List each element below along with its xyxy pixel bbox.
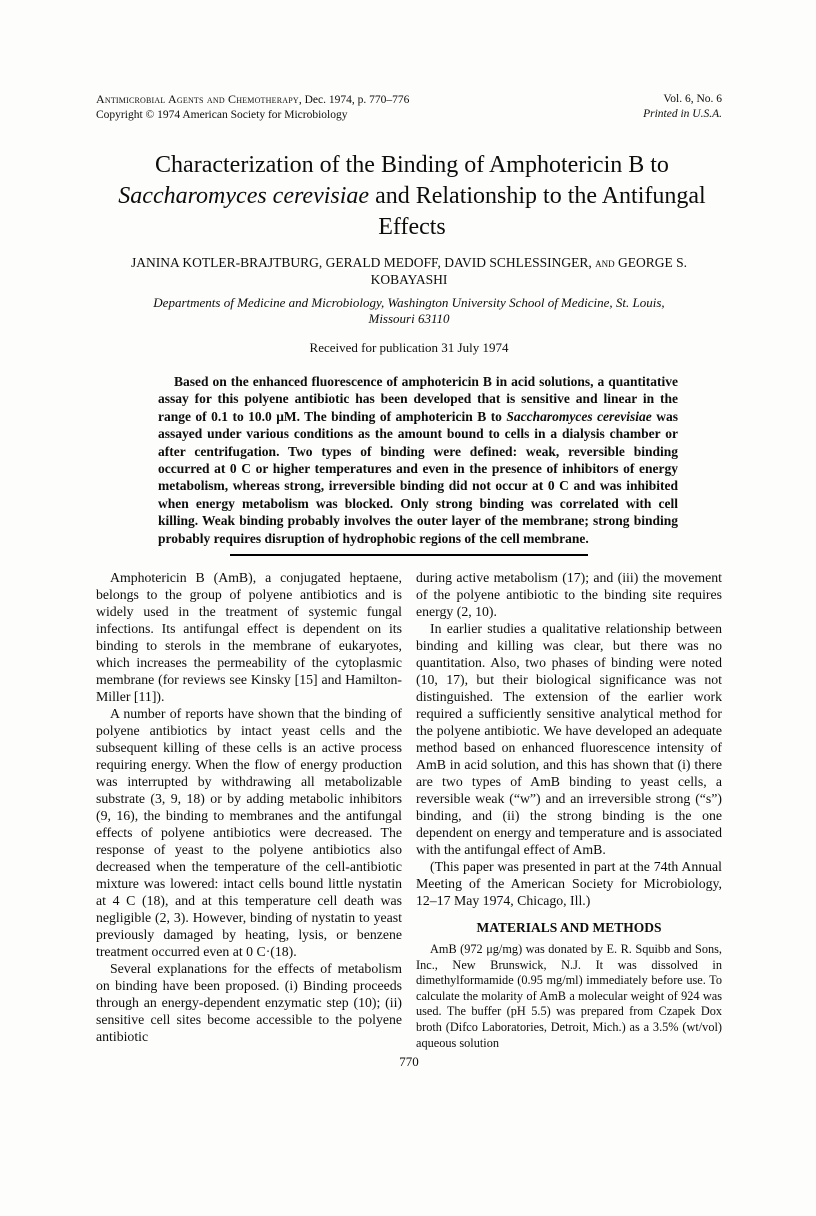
masthead-right [643,92,722,122]
body-columns [96,569,722,1051]
article-title [96,150,728,243]
body-paragraph: (This paper was presented in part at the 74th Annual Meeting of the American Society for Microbiology, 12–17 May 1974, Chicago, Ill.) [416,859,722,909]
body-paragraph: Several explanations for the effects of metabolism on binding have been proposed. (i) Binding proceeds through an energy-dependent enzymatic step (10); (ii) sensitive cell sites become accessible to the polyene antibiotic [96,961,402,1045]
journal-citation-line [96,92,409,108]
left-column [96,569,402,1051]
received-line: Received for publication 31 July 1974 [309,340,509,355]
abstract-species-italic: Saccharomyces cerevisiae [506,408,652,424]
title-part2: and Relationship to the Antifungal Effects [375,183,706,240]
authors-part1: JANINA KOTLER-BRAJTBURG, GERALD MEDOFF, DAVID SCHLESSINGER, [131,255,592,270]
volume-number: Vol. 6, No. 6 [663,93,722,105]
right-column [416,569,722,1051]
body-paragraph: In earlier studies a qualitative relationship between binding and killing was clear, but there was no quantitation. Also, two phases of binding were noted (10, 17), but their biological significance was not distinguished. The extension of the earlier work required a sufficiently sensitive analytical method for the polyene antibiotic. We have developed an adequate method based on enhanced fluorescence intensity of AmB in acid solution, and this has shown that (i) there are two types of AmB binding to yeast cells, a reversible weak (“w”) and an irreversible strong (“s”) binding, and (ii) the strong binding is the one dependent on energy and temperature and is associated with the antifungal effect of AmB. [416,621,722,858]
body-paragraph: A number of reports have shown that the binding of polyene antibiotics by intact yeast cells and the subsequent killing of these cells is an active process requiring energy. When the flow of energy production was interrupted by withdrawing all metabolizable substrate (3, 9, 18) or by adding metabolic inhibitors (9, 16), the binding to membranes and the antifungal effects of polyene antibiotics were decreased. The response of yeast to the polyene antibiotics also decreased when the temperature of the cell-antibiotic mixture was lowered: intact cells bound little nystatin at 4 C (18), and at this temperature cell death was negligible (2, 3). However, binding of nystatin to yeast previously damaged by heating, lysis, or benzene treatment occurred even at 0 C·(18). [96,706,402,960]
printed-in-line: Printed in U.S.A. [643,108,722,120]
masthead [96,92,722,123]
journal-name: Antimicrobial Agents and Chemotherapy [96,92,299,106]
section-divider [230,554,588,556]
methods-paragraph: AmB (972 μg/mg) was donated by E. R. Squibb and Sons, Inc., New Brunswick, N.J. It was dissolved in dimethylformamide (0.95 mg/ml) immediately before use. To calculate the molarity of AmB a molecular weight of 924 was used. The buffer (pH 5.5) was prepared from Czapek Dox broth (Difco Laboratories, Detroit, Mich.) as a 3.5% (wt/vol) aqueous solution [416,942,722,1050]
materials-methods-heading: MATERIALS AND METHODS [476,920,662,936]
title-part1: Characterization of the Binding of Amphotericin B to [155,152,669,178]
authors-line [96,254,722,288]
journal-issue-info: , Dec. 1974, p. 770–776 [298,94,410,106]
body-paragraph: during active metabolism (17); and (iii) the movement of the polyene antibiotic to the binding site requires energy (2, 10). [416,570,722,620]
abstract-part1: Based on the enhanced fluorescence of amphotericin B in acid solutions, a quantitative assay for this polyene antibiotic has been developed that is sensitive and linear in the range of 0.1 to 10.0 μM. The binding of amphotericin B to [158,374,678,424]
abstract-part2: was assayed under various conditions as the amount bound to cells in a dialysis chamber or after centrifugation. Two types of binding were defined: weak, reversible binding occurred at 0 C or higher temperatures and even in the presence of inhibitors of energy metabolism, whereas strong, irreversible binding did not occur at 0 C and was inhibited when energy metabolism was blocked. Only strong binding was correlated with cell killing. Weak binding probably involves the outer layer of the membrane; strong binding probably requires disruption of hydrophobic regions of the cell membrane. [158,408,678,546]
page-number: 770 [399,1054,419,1070]
authors-and: and [595,255,615,270]
abstract [158,373,678,547]
title-species-italic: Saccharomyces cerevisiae [118,183,370,209]
copyright-line: Copyright © 1974 American Society for Microbiology [96,109,348,121]
masthead-left [96,92,409,123]
body-paragraph: Amphotericin B (AmB), a conjugated heptaene, belongs to the group of polyene antibiotics and is widely used in the treatment of systemic fungal infections. Its antifungal effect is dependent on its binding to sterols in the membrane of eukaryotes, which increases the permeability of the cytoplasmic membrane (for reviews see Kinsky [15] and Hamilton-Miller [11]). [96,570,402,705]
affiliation: Departments of Medicine and Microbiology, Washington University School of Medicine, St. Louis, Missouri 63110 [153,295,665,326]
authors-part2: GEORGE S. KOBAYASHI [370,255,687,287]
